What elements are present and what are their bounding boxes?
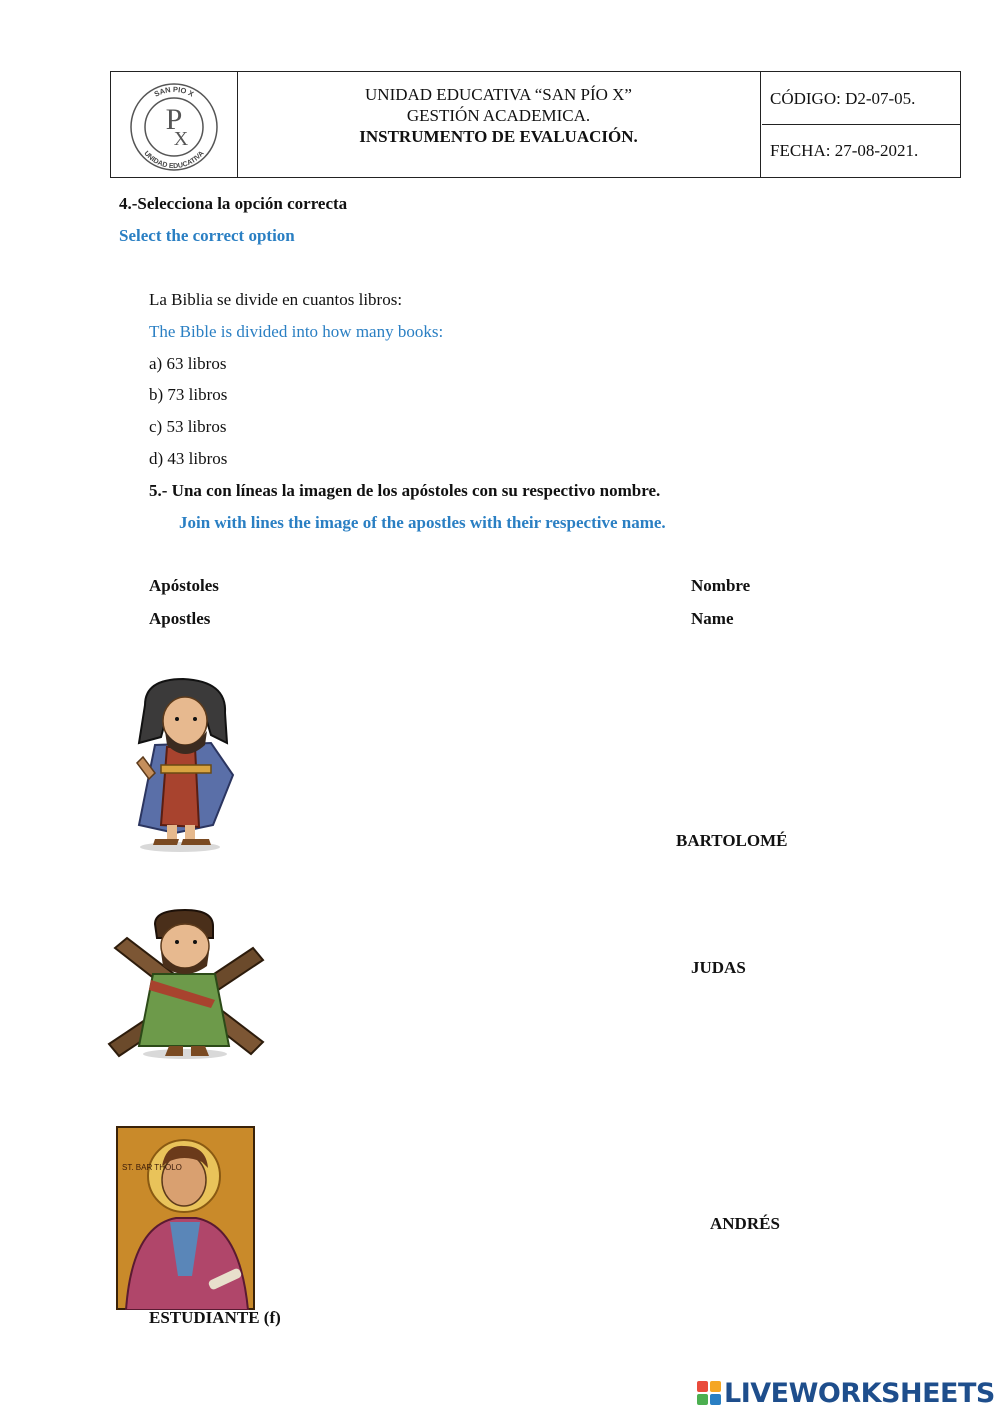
apostle-image-1[interactable] <box>115 675 245 853</box>
q4-title: 4.-Selecciona la opción correcta <box>119 194 348 213</box>
svg-text:X: X <box>173 128 189 150</box>
q4-option-d[interactable]: d) 43 libros <box>149 449 228 468</box>
name-judas[interactable]: JUDAS <box>691 958 746 977</box>
header-meta-cell <box>762 72 960 177</box>
liveworksheets-logo <box>697 1378 995 1408</box>
q4-option-a[interactable]: a) 63 libros <box>149 354 227 373</box>
col-apostles: Apóstoles <box>149 576 219 595</box>
header-table <box>110 71 961 178</box>
liveworksheets-mark-icon <box>697 1381 721 1405</box>
date-field: FECHA: 27-08-2021. <box>770 141 919 160</box>
instrument-title: INSTRUMENTO DE EVALUACIÓN. <box>359 127 638 146</box>
col-apostles-en: Apostles <box>149 609 211 628</box>
logo-cell <box>111 72 238 177</box>
code-field: CÓDIGO: D2-07-05. <box>762 72 960 125</box>
svg-text:P: P <box>165 103 183 136</box>
q4-question: La Biblia se divide en cuantos libros: <box>149 290 403 309</box>
q5-title-en: Join with lines the image of the apostles with their respective name. <box>179 513 666 532</box>
col-name: Nombre <box>691 576 751 595</box>
q4-title-en: Select the correct option <box>119 226 295 245</box>
q4-option-c[interactable]: c) 53 libros <box>149 417 227 436</box>
apostle-image-3[interactable] <box>116 1126 255 1310</box>
q4-question-en: The Bible is divided into how many books: <box>149 322 444 341</box>
student-signature-label: ESTUDIANTE (f) <box>149 1308 281 1327</box>
col-name-en: Name <box>691 609 734 628</box>
svg-text:SAN PIO X: SAN PIO X <box>152 84 196 99</box>
department-name: GESTIÓN ACADEMICA. <box>406 106 591 125</box>
q5-title: 5.- Una con líneas la imagen de los apóstoles con su respectivo nombre. <box>149 481 661 500</box>
svg-text:UNIDAD EDUCATIVA: UNIDAD EDUCATIVA <box>142 150 206 171</box>
svg-text:ST. BAR THOLO: ST. BAR THOLO <box>122 1163 182 1172</box>
q4-option-b[interactable]: b) 73 libros <box>149 385 228 404</box>
school-logo-icon <box>111 72 237 177</box>
apostle-image-2[interactable] <box>103 908 265 1060</box>
name-bartolome[interactable]: BARTOLOMÉ <box>676 831 788 850</box>
institution-name: UNIDAD EDUCATIVA “SAN PÍO X” <box>365 85 632 104</box>
header-title-cell <box>237 72 761 177</box>
name-andres[interactable]: ANDRÉS <box>710 1214 780 1233</box>
liveworksheets-wordmark: LIVEWORKSHEETS <box>724 1377 995 1409</box>
